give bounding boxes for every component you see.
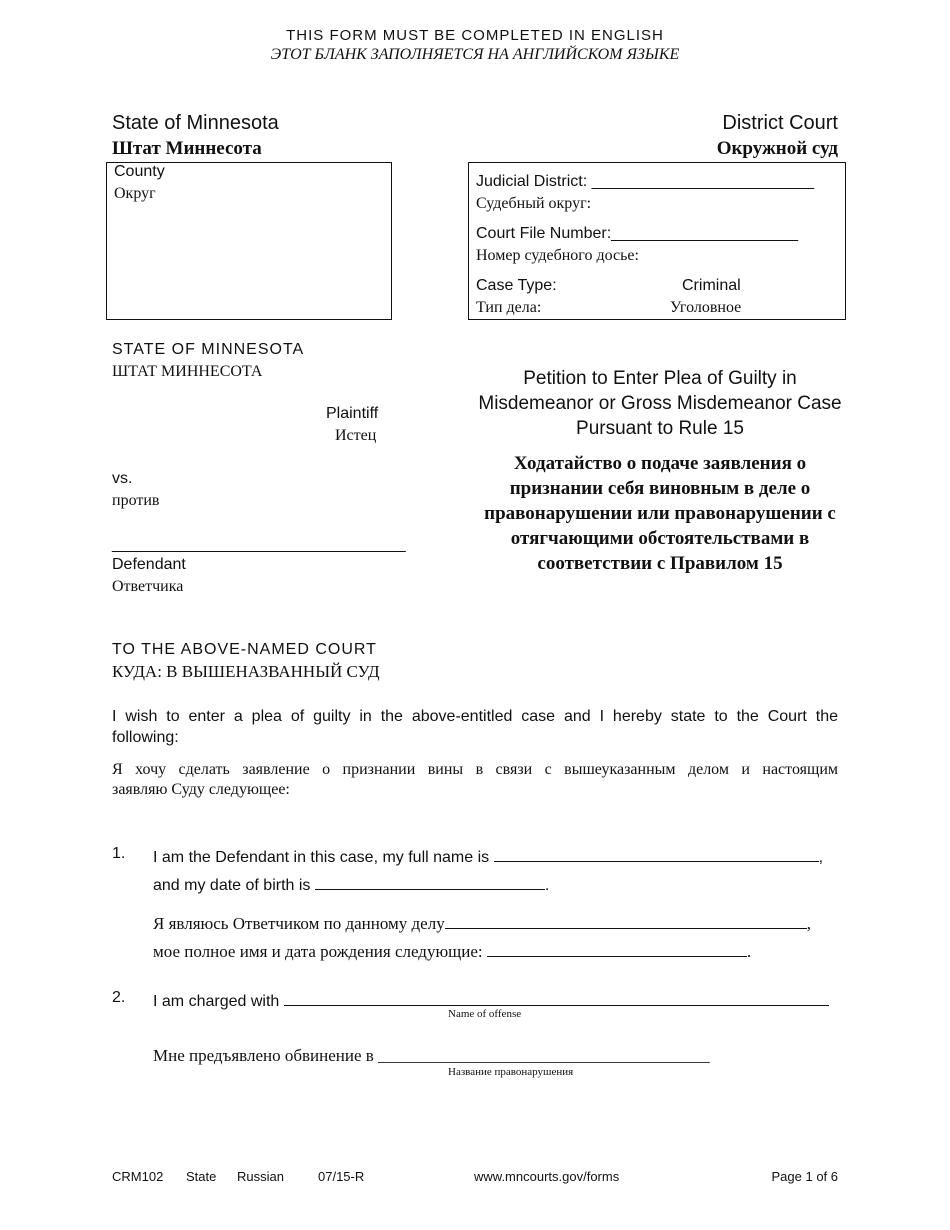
intro-statement <box>112 706 838 748</box>
judicial-district-label-ru: Судебный округ: <box>476 195 592 212</box>
full-name-row-ru <box>153 912 811 934</box>
item-1-number: 1. <box>112 845 126 862</box>
birth-date-row-ru <box>153 940 751 962</box>
case-type-value-ru: Уголовное <box>670 299 742 316</box>
footer-page-number: Page 1 of 6 <box>771 1169 838 1184</box>
offense-label: I am charged with <box>153 993 280 1010</box>
item-2-number: 2. <box>112 989 126 1006</box>
defendant-name-blank[interactable]: _________________________________ <box>112 536 406 553</box>
case-type-label: Case Type: <box>476 277 557 294</box>
offense-row-ru <box>153 1046 710 1066</box>
form-title-line: Petition to Enter Plea of Guilty in <box>523 368 797 389</box>
full-name-row <box>153 845 823 867</box>
court-file-number-label: Court File Number: <box>476 225 612 242</box>
court-file-number-label-ru: Номер судебного досье: <box>476 247 639 264</box>
plaintiff-name: STATE OF MINNESOTA <box>112 341 305 358</box>
comma: , <box>818 849 824 866</box>
form-title-ru-line: правонарушении или правонарушении с <box>484 503 836 524</box>
comma: , <box>806 914 811 933</box>
versus-label: vs. <box>112 470 133 487</box>
footer-state: State <box>186 1169 217 1184</box>
birth-date-row <box>153 873 549 895</box>
birth-date-label-ru: мое полное имя и дата рождения следующие: <box>153 942 483 961</box>
intro-line: following: <box>112 729 179 746</box>
intro-statement-ru <box>112 760 838 800</box>
form-title-ru-line: отягчающими обстоятельствами в <box>510 528 810 549</box>
form-title-ru-line: признании себя виновным в деле о <box>509 478 811 499</box>
court-label: District Court <box>722 112 838 134</box>
court-file-number-field[interactable] <box>476 225 798 243</box>
versus-label-ru: против <box>112 492 160 509</box>
full-name-input-ru[interactable] <box>445 912 807 929</box>
state-label-ru: Штат Миннесота <box>112 138 262 159</box>
court-file-number-blank: _____________________ <box>611 225 799 242</box>
case-type-label-ru: Тип дела: <box>476 299 542 316</box>
intro-line: I wish to enter a plea of guilty in the above-entitled case and I hereby state to the Court the <box>112 708 838 725</box>
court-label-ru: Окружной суд <box>716 138 838 159</box>
form-language-notice-ru: ЭТОТ БЛАНК ЗАПОЛНЯЕТСЯ НА АНГЛИЙСКОМ ЯЗЫКЕ <box>270 46 680 63</box>
full-name-label: I am the Defendant in this case, my full name is <box>153 849 490 866</box>
judicial-district-field[interactable] <box>476 173 814 191</box>
case-info-box <box>468 162 846 320</box>
offense-input-ru[interactable]: _______________________________________ <box>378 1046 710 1065</box>
offense-input[interactable] <box>284 989 829 1006</box>
plaintiff-name-ru: ШТАТ МИННЕСОТА <box>112 363 263 380</box>
period: . <box>544 877 550 894</box>
form-title-ru-line: Ходатайство о подаче заявления о <box>513 453 807 474</box>
footer-revision: 07/15-R <box>318 1169 365 1184</box>
footer-language: Russian <box>237 1169 284 1184</box>
birth-date-input-ru[interactable] <box>487 940 747 957</box>
case-type-value: Criminal <box>682 277 741 294</box>
county-label: County <box>114 163 165 180</box>
defendant-label-ru: Ответчика <box>112 578 184 595</box>
plaintiff-label: Plaintiff <box>326 405 379 422</box>
form-title <box>440 366 880 441</box>
state-label: State of Minnesota <box>112 112 279 134</box>
offense-label-ru: Мне предъявлено обвинение в <box>153 1046 374 1065</box>
form-language-notice: THIS FORM MUST BE COMPLETED IN ENGLISH <box>286 27 664 44</box>
addressee-ru: КУДА: В ВЫШЕНАЗВАННЫЙ СУД <box>112 662 380 681</box>
county-label-ru: Округ <box>114 185 156 202</box>
footer-url[interactable]: www.mncourts.gov/forms <box>474 1169 620 1184</box>
form-title-line: Pursuant to Rule 15 <box>576 418 744 439</box>
judicial-district-blank: _________________________ <box>591 173 815 190</box>
birth-date-input[interactable] <box>315 873 545 890</box>
offense-caption-ru: Название правонарушения <box>448 1066 574 1078</box>
form-title-ru-line: соответствии с Правилом 15 <box>537 553 783 574</box>
defendant-label: Defendant <box>112 556 186 573</box>
footer-form-code: CRM102 <box>112 1169 164 1184</box>
intro-ru-line: Я хочу сделать заявление о признании вины в связи с вышеуказанным делом и настоящим <box>112 761 838 778</box>
birth-date-label: and my date of birth is <box>153 877 311 894</box>
county-box[interactable] <box>106 162 392 320</box>
plaintiff-label-ru: Истец <box>335 427 377 444</box>
intro-ru-line: заявляю Суду следующее: <box>112 781 290 798</box>
form-title-line: Misdemeanor or Gross Misdemeanor Case <box>478 393 842 414</box>
offense-caption: Name of offense <box>448 1008 522 1020</box>
period: . <box>746 942 752 961</box>
full-name-label-ru: Я являюсь Ответчиком по данному делу <box>153 914 445 933</box>
addressee: TO THE ABOVE-NAMED COURT <box>112 641 377 658</box>
full-name-input[interactable] <box>494 845 819 862</box>
judicial-district-label: Judicial District: <box>476 173 588 190</box>
form-title-ru <box>440 451 880 576</box>
